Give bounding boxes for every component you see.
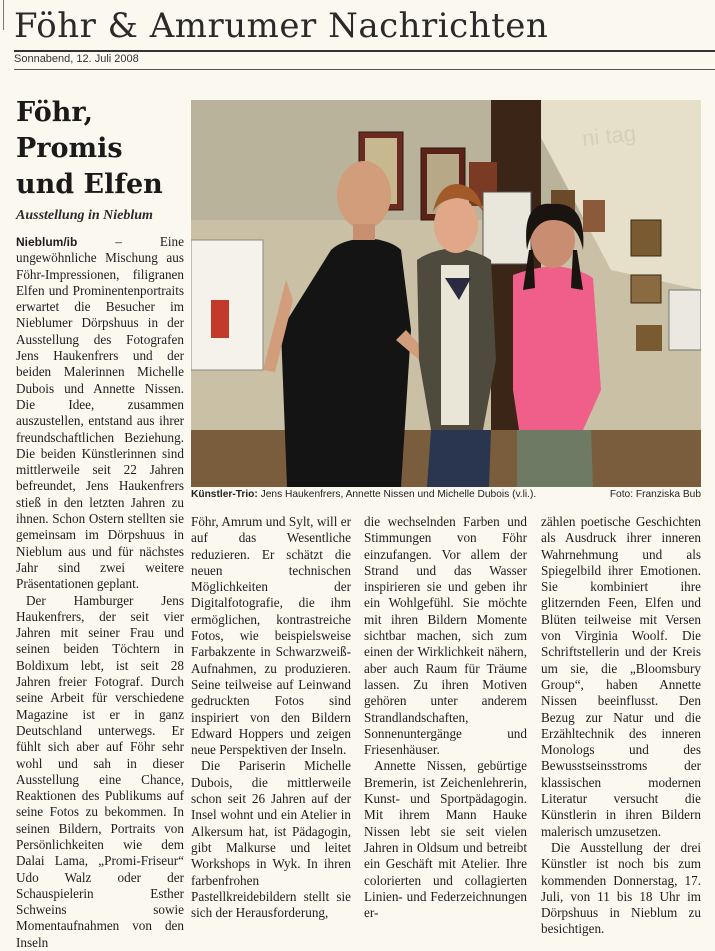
left-rule	[3, 0, 4, 30]
paragraph: Der Hamburger Jens Haukenfrers, der seit vier Jahren mit seiner Frau und seinen beiden Töchtern in Boldixum lebt, ist seit 28 Jahren freier Fotograf. Durch seine Arbeit für verschiedene Magazine ist er in ganz Deutschland unterwegs. Er fühlt sich aber auf Föhr sehr wohl und sah in dieser Ausstellung eine Chance, Reaktionen des Publikums auf seine Fotos zu bekommen. In seinen Bildern, Portraits von Persönlichkeiten wie dem Dalai Lama, „Promi-Friseur“ Udo Walz oder der Schauspielerin Esther Schweins sowie Momentaufnahmen von den Inseln	[16, 592, 184, 950]
newspaper-masthead: Föhr & Amrumer Nachrichten	[14, 6, 549, 46]
article-column-2	[191, 514, 351, 921]
article-column-4	[541, 514, 701, 938]
article-column-1	[16, 234, 184, 951]
headline-line-1: Föhr,	[16, 97, 93, 128]
headline-line-2: Promis	[16, 133, 123, 164]
wall-painting	[631, 220, 661, 256]
paragraph: Die Pariserin Michelle Dubois, die mittlerweile schon seit 26 Jahren auf der Insel wohnt und ein Atelier in Alkersum hat, ist Pädagogin, gibt Malkurse und leitet Workshops in Wyk. In ihren farbenfrohen Pastellkreidebildern stellt sie sich der Herausforderung,	[191, 758, 351, 921]
paragraph: – Eine ungewöhnliche Mischung aus Föhr-Impressionen, filigranen Elfen und Prominentenportraits erwartet die Besucher im Nieblumer Dörpshuus in der Ausstellung des Fotografen Jens Haukenfrers und der beiden Malerinnen Michelle Dubois und Annette Nissen. Die Idee, zusammen auszustellen, entstand aus ihrer freundschaftlichen Beziehung. Die beiden Künstlerinnen sind mittlerweile seit 22 Jahren befreundet, Jens Haukenfrers stieß in den letzten Jahren zu ihnen. Schon Ostern stellten sie gemeinsam im Dörpshuus in Nieblum aus und für nächstes Jahr sind zwei weitere Präsentationen geplant.	[16, 234, 185, 592]
article-column-3	[364, 514, 527, 921]
caption-label: Künstler-Trio:	[191, 489, 258, 500]
window	[669, 290, 701, 350]
wall-sign: ni tag	[580, 120, 638, 151]
paragraph: Annette Nissen, gebürtige Bremerin, ist Zeichenlehrerin, Kunst- und Sportpädagogin. Mit ihrem Mann Hauke Nissen lebt sie seit vielen Jahren in Oldsum und betreibt ein Geschäft mit Atelier. Ihre colorierten und collagierten Linien- und Federzeichnungen er-	[364, 758, 527, 921]
paragraph: Die Ausstellung der drei Künstler ist noch bis zum kommenden Donnerstag, 17. Juli, von 11 bis 18 Uhr im Dörpshuus in Nieblum zu besichtigen.	[541, 839, 701, 937]
wall-painting	[631, 275, 661, 303]
photo-caption	[191, 489, 701, 500]
wall-painting	[583, 200, 605, 232]
wall-painting	[636, 325, 662, 351]
paragraph: zählen poetische Geschichten als Ausdruck ihrer inneren Wahrnehmung und als Spiegelbild ihrer Emotionen. Sie kombiniert ihre glitzernden Feen, Elfen und Blüten teilweise mit Versen von Virginia Woolf. Die Schriftstellerin und der Kreis um sie, die „Bloomsbury Group“, haben Annette Nissen beeinflusst. Den Bezug zur Natur und die Erzähltechnik des inneren Monologs und des Bewusstseinsstroms der klassischen modernen Literatur versucht die Künstlerin in ihren Bildern malerisch umzusetzen.	[541, 514, 701, 839]
photo-credit: Foto: Franziska Bub	[609, 489, 701, 500]
caption-text: Jens Haukenfrers, Annette Nissen und Michelle Dubois (v.li.).	[260, 489, 537, 500]
photo-illustration	[191, 100, 701, 487]
framed-portrait	[483, 192, 531, 264]
masthead-rule	[14, 50, 715, 52]
issue-date: Sonnabend, 12. Juli 2008	[14, 53, 139, 65]
person-pink-shirt	[513, 266, 601, 430]
article-dateline: Nieblum/ib	[16, 235, 78, 249]
article-subhead: Ausstellung in Nieblum	[16, 208, 153, 223]
article-photo	[191, 100, 701, 487]
article-headline	[16, 95, 186, 203]
date-rule	[14, 69, 715, 70]
paragraph: Föhr, Amrum und Sylt, will er auf das Wesentliche reduzieren. Er schätzt die neuen technischen Möglichkeiten der Digitalfotografie, die ihm ermöglichen, kontrastreiche Fotos, wie beispielsweise Farbakzente in Schwarzweiß-Aufnahmen, zu produzieren. Seine teilweise auf Leinwand gedruckten Fotos sind inspiriert von den Bildern Edward Hoppers und zeigen neue Perspektiven der Inseln.	[191, 514, 351, 758]
paragraph: die wechselnden Farben und Stimmungen von Föhr einzufangen. Vor allem der Strand und das Wasser inspirieren sie und geben ihr ein Wohlgefühl. Sie möchte mit ihren Bildern Momente sichtbar machen, sich zum einen der Wirklichkeit nähern, aber auch Raum für Träume lassen. Zu ihren Motiven gehören unter anderem Strandlandschaften, Sonnenuntergänge und Friesenhäuser.	[364, 514, 527, 758]
headline-line-3: und Elfen	[16, 169, 163, 200]
